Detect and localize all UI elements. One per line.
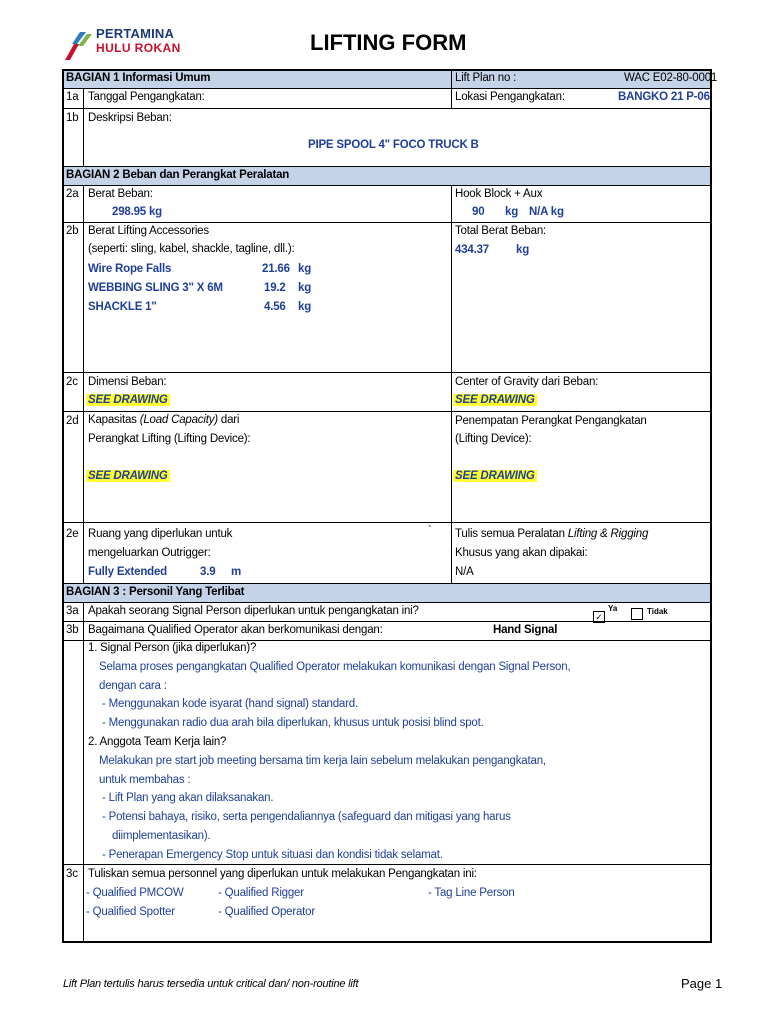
accessory-weight: 19.2	[264, 282, 286, 294]
lifting-date-label: Tanggal Pengangkatan:	[88, 91, 205, 103]
hook-block-unit: kg	[505, 206, 519, 218]
operator-communication-label: Bagaimana Qualified Operator akan berkomunikasi dengan:	[88, 624, 383, 636]
load-description-value: PIPE SPOOL 4" FOCO TRUCK B	[308, 139, 479, 151]
accessories-label-2: (seperti: sling, kabel, shackle, tagline, dll.):	[88, 243, 295, 255]
yes-label: Ya	[608, 604, 618, 613]
pertamina-logo	[63, 26, 198, 66]
load-capacity-label-b: dari	[217, 414, 240, 426]
operator-communication-value: Hand Signal	[493, 624, 558, 636]
detail-line: dengan cara :	[99, 679, 167, 692]
load-weight-value: 298.95 kg	[112, 206, 162, 218]
personnel-item: - Qualified Operator	[218, 906, 315, 918]
yes-checkbox[interactable]	[593, 605, 605, 623]
rigging-tools-label-italic: Lifting & Rigging	[567, 528, 649, 540]
total-weight-unit: kg	[516, 244, 530, 256]
highlight: SEE DRAWING	[88, 394, 168, 406]
row-num-2d: 2d	[66, 415, 79, 427]
load-capacity-label-2: Perangkat Lifting (Lifting Device):	[88, 433, 251, 445]
pertamina-logo-icon	[63, 30, 93, 62]
rigging-tools-value: N/A	[455, 566, 474, 578]
lifting-location-label: Lokasi Pengangkatan:	[455, 91, 565, 103]
rigging-tools-label-2: Khusus yang akan dipakai:	[455, 547, 588, 559]
empty-box-icon	[631, 608, 643, 620]
center-of-gravity-label: Center of Gravity dari Beban:	[455, 376, 599, 388]
row-num-3b: 3b	[66, 624, 79, 636]
stray-tick-mark: `	[428, 525, 432, 537]
row-num-1b: 1b	[66, 112, 79, 124]
detail-line: diimplementasikan).	[112, 829, 211, 842]
hook-block-label: Hook Block + Aux	[455, 188, 543, 200]
detail-line: - Lift Plan yang akan dilaksanakan.	[102, 792, 274, 805]
signal-person-question: Apakah seorang Signal Person diperlukan untuk pengangkatan ini?	[88, 605, 419, 617]
load-dimension-value	[86, 393, 170, 408]
center-of-gravity-value	[453, 393, 537, 408]
section-2-title: BAGIAN 2 Beban dan Perangkat Peralatan	[66, 169, 290, 181]
detail-line: - Potensi bahaya, risiko, serta pengendaliannya (safeguard dan mitigasi yang harus	[102, 811, 511, 824]
row-num-3a: 3a	[66, 605, 79, 617]
lift-plan-number: WAC E02-80-0001	[624, 72, 718, 84]
highlight: SEE DRAWING	[455, 394, 535, 406]
detail-line: - Menggunakan radio dua arah bila diperlukan, khusus untuk posisi blind spot.	[102, 717, 484, 730]
detail-line: untuk membahas :	[99, 773, 191, 786]
section-3-title: BAGIAN 3 : Personil Yang Terlibat	[66, 586, 245, 598]
total-weight-label: Total Berat Beban:	[455, 225, 547, 237]
load-capacity-label-italic: (Load Capacity)	[139, 414, 218, 426]
load-weight-label: Berat Beban:	[88, 188, 153, 200]
rigging-tools-label-a: Tulis semua Peralatan	[455, 528, 568, 540]
load-capacity-value	[86, 469, 170, 484]
detail-line: 1. Signal Person (jika diperlukan)?	[88, 642, 257, 654]
footer-note: Lift Plan tertulis harus tersedia untuk critical dan/ non-routine lift	[63, 978, 359, 990]
lifting-location-value: BANGKO 21 P-06	[618, 91, 710, 103]
accessory-unit: kg	[298, 263, 312, 275]
row-num-1a: 1a	[66, 91, 79, 103]
device-placement-label-2: (Lifting Device):	[455, 433, 532, 445]
detail-line: - Menggunakan kode isyarat (hand signal) standard.	[102, 698, 358, 711]
device-placement-value	[453, 469, 537, 484]
accessory-name: WEBBING SLING 3" X 6M	[88, 282, 223, 294]
outrigger-space-unit: m	[231, 566, 242, 578]
accessory-weight: 4.56	[264, 301, 286, 313]
outrigger-space-value: Fully Extended	[88, 566, 167, 578]
accessory-unit: kg	[298, 301, 312, 313]
load-capacity-label-a: Kapasitas	[88, 414, 140, 426]
row-num-2a: 2a	[66, 188, 79, 200]
rigging-tools-label	[455, 527, 648, 542]
personnel-item: - Tag Line Person	[428, 887, 515, 899]
row-num-2c: 2c	[66, 376, 78, 388]
no-checkbox[interactable]	[631, 605, 643, 623]
accessory-name: Wire Rope Falls	[88, 263, 172, 275]
outrigger-space-label: Ruang yang diperlukan untuk	[88, 528, 233, 540]
load-capacity-label	[88, 413, 239, 428]
row-num-2e: 2e	[66, 528, 79, 540]
section-1-title: BAGIAN 1 Informasi Umum	[66, 72, 211, 84]
detail-line: Melakukan pre start job meeting bersama tim kerja lain sebelum melakukan pengangkatan,	[99, 754, 546, 767]
total-weight-value: 434.37	[455, 244, 489, 256]
personnel-item: - Qualified PMCOW	[86, 887, 184, 899]
accessories-label: Berat Lifting Accessories	[88, 225, 209, 237]
logo-line1: PERTAMINA	[96, 26, 175, 41]
communication-detail-list	[88, 641, 688, 867]
lift-plan-label: Lift Plan no :	[455, 72, 517, 84]
highlight: SEE DRAWING	[455, 470, 535, 482]
row-num-2b: 2b	[66, 225, 79, 237]
page-title: LIFTING FORM	[310, 30, 467, 55]
detail-line: 2. Anggota Team Kerja lain?	[88, 735, 227, 748]
accessory-unit: kg	[298, 282, 312, 294]
hook-block-value: 90	[472, 206, 485, 218]
personnel-item: - Qualified Spotter	[86, 906, 175, 918]
accessory-weight: 21.66	[262, 263, 290, 275]
highlight: SEE DRAWING	[88, 470, 168, 482]
outrigger-space-number: 3.9	[200, 566, 216, 578]
no-label: Tidak	[647, 607, 668, 616]
check-icon: ✓	[593, 611, 605, 623]
page-number: Page 1	[681, 976, 723, 991]
personnel-item: - Qualified Rigger	[218, 887, 304, 899]
detail-line: - Penerapan Emergency Stop untuk situasi dan kondisi tidak selamat.	[102, 848, 443, 861]
aux-value: N/A kg	[529, 206, 564, 218]
load-description-label: Deskripsi Beban:	[88, 112, 172, 124]
load-dimension-label: Dimensi Beban:	[88, 376, 167, 388]
personnel-label: Tuliskan semua personnel yang diperlukan untuk melakukan Pengangkatan ini:	[88, 868, 477, 880]
logo-line2: HULU ROKAN	[96, 41, 181, 55]
device-placement-label: Penempatan Perangkat Pengangkatan	[455, 415, 647, 427]
row-num-3c: 3c	[66, 868, 78, 880]
outrigger-space-label-2: mengeluarkan Outrigger:	[88, 547, 211, 559]
accessory-name: SHACKLE 1"	[88, 301, 157, 313]
detail-line: Selama proses pengangkatan Qualified Operator melakukan komunikasi dengan Signal Person,	[99, 660, 571, 673]
